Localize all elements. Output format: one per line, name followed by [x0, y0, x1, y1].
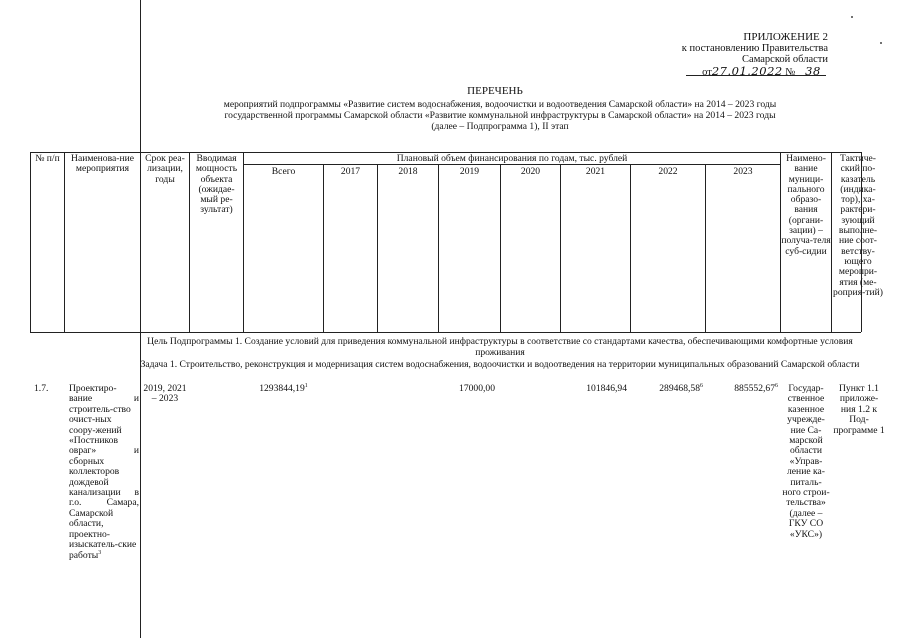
row-2021: 101846,94: [586, 383, 627, 394]
appendix-line3: Самарской области: [742, 54, 828, 65]
col-line: [323, 164, 324, 332]
header-indicator: Тактиче-ский по-казатель (индика-тор), ха-рактери-зующий выполне-ние соот-ветству-ющего меропри-ятия (ме-роприя-тий): [833, 153, 883, 298]
appendix-title: ПРИЛОЖЕНИЕ 2: [743, 31, 828, 43]
row-2023-value: 885552,67: [734, 383, 775, 394]
subtitle-line1: мероприятий подпрограммы «Развитие систем водоснабжения, водоочистки и водоотведения Самарской области» на 2014 – 2023 годы: [223, 99, 777, 110]
col-line: [560, 164, 561, 332]
header-bottom-border: [30, 332, 861, 333]
page-title: ПЕРЕЧЕНЬ: [467, 85, 523, 97]
header-2018: 2018: [398, 166, 418, 177]
handwritten-date: 27.01.2022: [711, 64, 783, 78]
row-recipient: Государ-ственное казенное учрежде-ние Са-марской области «Управ-ление ка-питаль-ного строи-тельства» (далее – ГКУ СО «УКС»): [782, 383, 830, 540]
number-prefix: №: [785, 67, 796, 78]
row-total: [244, 384, 323, 394]
row-name: [69, 384, 139, 561]
row-num: 1.7.: [34, 383, 49, 394]
row-indicator: Пункт 1.1 приложе-ния 1.2 к Под-программе 1: [833, 383, 885, 436]
row-2023-footnote: 6: [775, 382, 778, 389]
subtitle-line2: государственной программы Самарской области «Развитие коммунальной инфраструктуры в Самарской области» на 2014 – 2023 годы: [224, 110, 776, 121]
appendix-date-line: [628, 66, 828, 78]
goal-text: Цель Подпрограммы 1. Создание условий для приведения коммунальной инфраструктуры в соответствие со стандартами качества, обеспечивающими комфортные условия проживания: [147, 336, 853, 358]
row-2022: [631, 384, 703, 394]
col-line: [30, 152, 31, 332]
row-2019: 17000,00: [459, 383, 495, 394]
row-total-footnote: 1: [304, 382, 308, 389]
row-2023: [706, 384, 778, 394]
row-name-footnote: 3: [98, 549, 102, 556]
date-underline: [686, 75, 826, 76]
header-capacity: Вводимая мощность объекта (ожидае-мый ре-зультат): [195, 153, 238, 216]
header-name: Наименова-ние мероприятия: [71, 153, 134, 175]
header-total: Всего: [271, 166, 296, 177]
header-2022: 2022: [658, 166, 678, 177]
header-2023: 2023: [733, 166, 753, 177]
header-recipient: Наимено-вание муници-пального образо-вания (органи-зации) – получа-теля суб-сидии: [781, 153, 831, 257]
task-text: Задача 1. Строительство, реконструкция и модернизация систем водоснабжения, водоочистки и водоотведения на территории муниципальных образований Самарской области: [140, 359, 860, 370]
header-2020: 2020: [520, 166, 541, 177]
appendix-block: [628, 32, 828, 78]
col-line: [705, 164, 706, 332]
header-funding-group: Плановый объем финансирования по годам, тыс. рублей: [396, 153, 628, 164]
header-num: № п/п: [35, 153, 60, 164]
row-total-value: 1293844,19: [259, 383, 305, 394]
col-line: [500, 164, 501, 332]
row-2022-value: 289468,58: [659, 383, 700, 394]
col-line: [243, 152, 244, 332]
row-2022-footnote: 6: [700, 382, 703, 389]
handwritten-number: 38: [805, 64, 821, 78]
header-2017: 2017: [340, 166, 361, 177]
col-line: [140, 0, 141, 638]
scan-speck: [851, 16, 853, 18]
date-prefix: от: [702, 67, 712, 78]
col-line: [64, 152, 65, 332]
scan-speck: [880, 42, 882, 44]
col-line: [438, 164, 439, 332]
header-2021: 2021: [585, 166, 606, 177]
header-term: Срок реа-лизации, годы: [145, 153, 185, 185]
row-name-text: Проектиро-вание и строитель-ство очист-ных соору-жений «Постников овраг» и сборных коллекторов дождевой канализации в г.о. Самара, Самарской области, проектно-изыскатель-ские работы: [69, 383, 139, 561]
page-subtitle: [140, 99, 860, 132]
row-term: 2019, 2021 – 2023: [143, 383, 187, 405]
col-line: [630, 164, 631, 332]
subtitle-line3: (далее – Подпрограмма 1), II этап: [431, 121, 569, 132]
col-line: [377, 164, 378, 332]
appendix-line2: к постановлению Правительства: [681, 43, 828, 54]
header-2019: 2019: [459, 166, 480, 177]
